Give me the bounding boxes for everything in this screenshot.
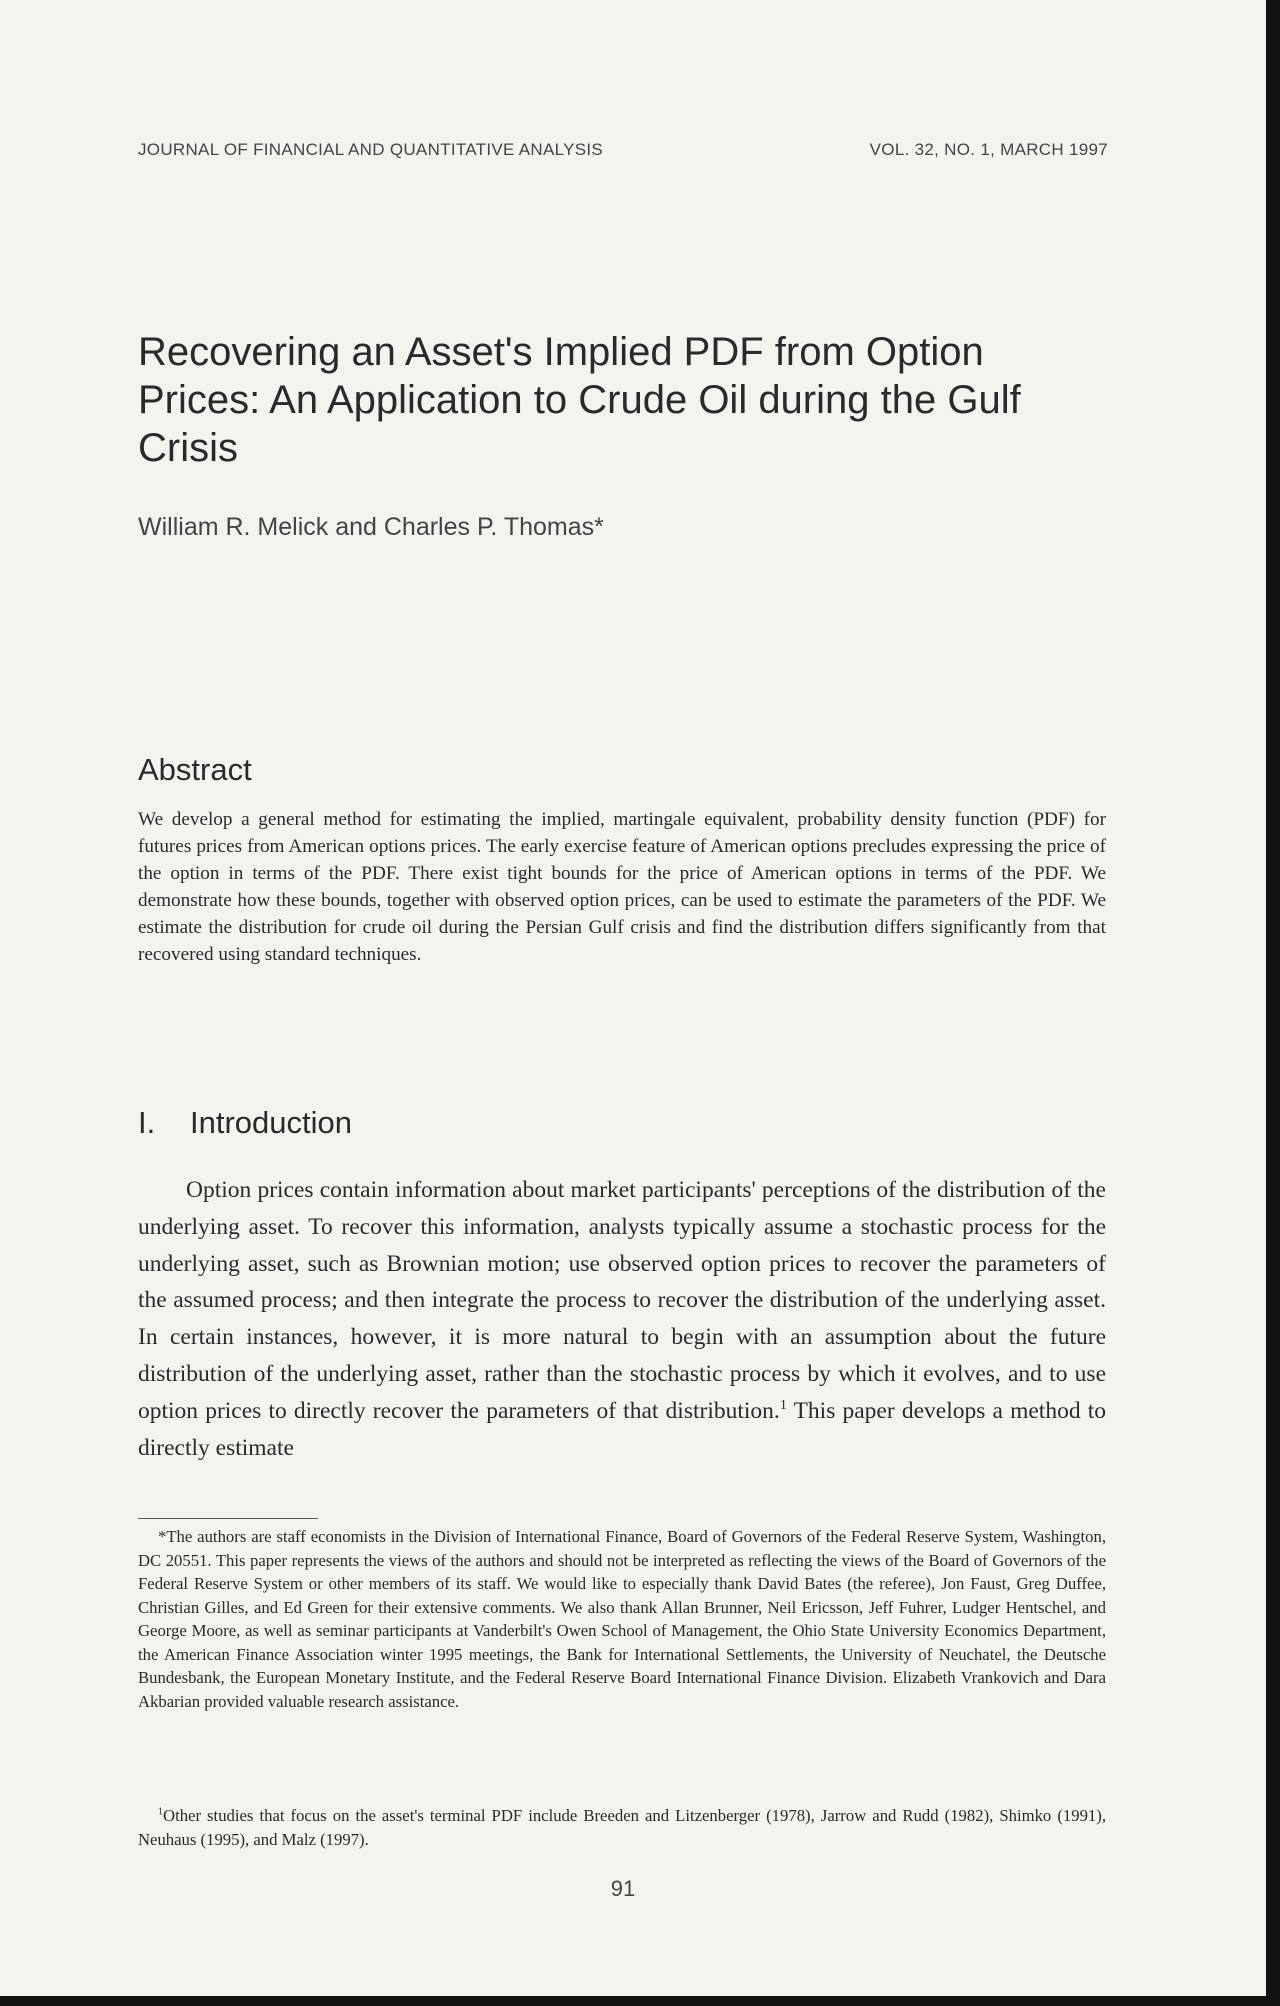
footnote-rule bbox=[138, 1518, 318, 1519]
intro-text-part-2: This paper develops a method to directly estimate bbox=[138, 1397, 1106, 1461]
abstract-heading: Abstract bbox=[138, 752, 252, 787]
footnote-ref-1: 1 bbox=[779, 1396, 787, 1413]
introduction-paragraph bbox=[138, 1172, 1106, 1466]
paper-title: Recovering an Asset's Implied PDF from Option Prices: An Application to Crude Oil during the Gulf Crisis bbox=[138, 330, 1021, 470]
author-line: William R. Melick and Charles P. Thomas* bbox=[138, 513, 604, 541]
intro-text-part-1: Option prices contain information about market participants' perceptions of the distribution of the underlying asset. To recover this information, analysts typically assume a stochastic process for the underlying asset, such as Brownian motion; use observed option prices to recover the parameters of the assumed process; and then integrate the process to recover the distribution of the underlying asset. In certain instances, however, it is more natural to begin with an assumption about the future distribution of the underlying asset, rather than the stochastic process by which it evolves, and to use option prices to directly recover the parameters of that distribution. bbox=[138, 1177, 1106, 1424]
abstract-body: We develop a general method for estimating the implied, martingale equivalent, probability density function (PDF) for futures prices from American options prices. The early exercise feature of American options precludes expressing the price of the option in terms of the PDF. There exist tight bounds for the price of American options in terms of the PDF. We demonstrate how these bounds, together with observed option prices, can be used to estimate the parameters of the PDF. We estimate the distribution for crude oil during the Persian Gulf crisis and find the distribution differs significantly from that recovered using standard techniques. bbox=[138, 809, 1106, 965]
footnote-1 bbox=[138, 1804, 1106, 1851]
section-number: I. bbox=[138, 1105, 156, 1140]
volume-info: VOL. 32, NO. 1, MARCH 1997 bbox=[869, 140, 1108, 159]
scan-edge-bottom bbox=[0, 1996, 1280, 2006]
footnote-1-marker: 1 bbox=[158, 1806, 164, 1818]
section-heading-introduction bbox=[138, 1105, 352, 1141]
footnote-1-text: Other studies that focus on the asset's terminal PDF include Breeden and Litzenberger (1978), Jarrow and Rudd (1982), Shimko (1991), Neuhaus (1995), and Malz (1997). bbox=[138, 1806, 1106, 1849]
journal-name: JOURNAL OF FINANCIAL AND QUANTITATIVE ANALYSIS bbox=[138, 140, 604, 159]
section-title: Introduction bbox=[190, 1105, 352, 1140]
scan-edge-right bbox=[1266, 0, 1280, 2006]
page-number: 91 bbox=[610, 1876, 636, 1901]
footnote-authors: *The authors are staff economists in the Division of International Finance, Board of Governors of the Federal Reserve System, Washington, DC 20551. This paper represents the views of the authors and should not be interpreted as reflecting the views of the Board of Governors of the Federal Reserve System or other members of its staff. We would like to especially thank David Bates (the referee), Jon Faust, Greg Duffee, Christian Gilles, and Ed Green for their extensive comments. We also thank Allan Brunner, Neil Ericsson, Jeff Fuhrer, Ludger Hentschel, and George Moore, as well as seminar participants at Vanderbilt's Owen School of Management, the Ohio State University Economics Department, the American Finance Association winter 1995 meetings, the Bank for International Settlements, the University of Neuchatel, the Deutsche Bundesbank, the European Monetary Institute, and the Federal Reserve Board International Finance Division. Elizabeth Vrankovich and Dara Akbarian provided valuable research assistance. bbox=[138, 1527, 1106, 1711]
running-head bbox=[138, 140, 1108, 160]
